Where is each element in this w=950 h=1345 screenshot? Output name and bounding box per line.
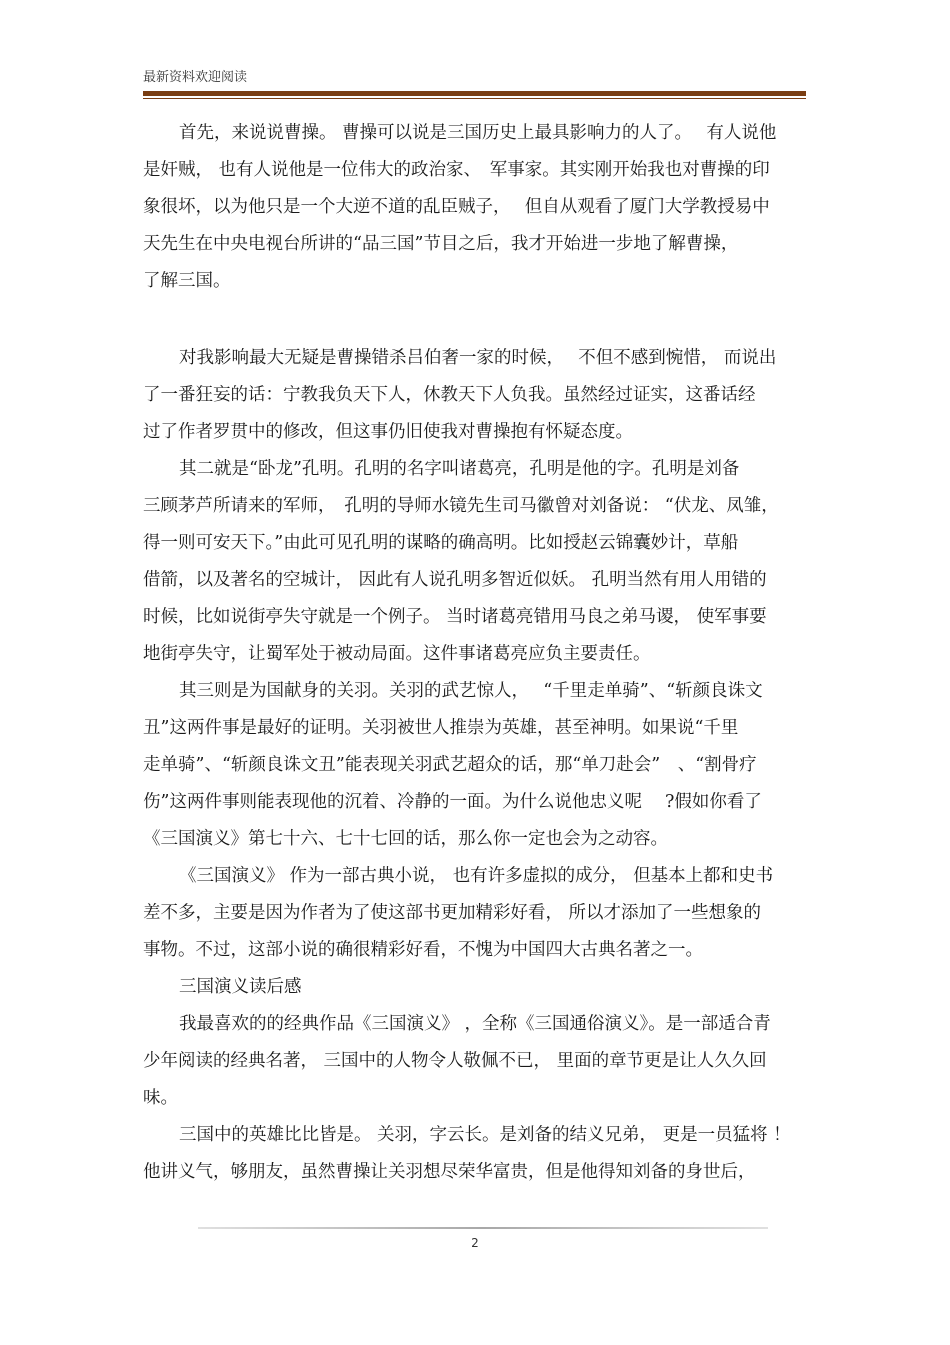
body-text xyxy=(143,115,806,1191)
footer-rule xyxy=(198,1227,768,1229)
text-line: 了解三国。 xyxy=(143,271,231,291)
text-line: 其三则是为国献身的关羽。关羽的武艺惊人， “千里走单骑”、“斩颜良诛文 xyxy=(179,681,763,701)
text-line: 借箭，以及著名的空城计， 因此有人说孔明多智近似妖。 孔明当然有用人用错的 xyxy=(143,570,767,590)
header-rule xyxy=(143,91,806,96)
text-line: 对我影响最大无疑是曹操错杀吕伯奢一家的时候， 不但不感到惋惜， 而说出 xyxy=(179,348,777,368)
text-line: 走单骑”、“斩颜良诛文丑”能表现关羽武艺超众的话，那“单刀赴会” 、“割骨疗 xyxy=(143,755,757,775)
page-number: 2 xyxy=(471,1236,479,1250)
text-line: 味。 xyxy=(143,1088,178,1108)
blank-line xyxy=(143,300,806,340)
text-line: 了一番狂妄的话：宁教我负天下人，休教天下人负我。虽然经过证实，这番话经 xyxy=(143,385,756,405)
page-header: 最新资料欢迎阅读 xyxy=(143,70,248,85)
header-rule-thin xyxy=(143,98,806,99)
text-line: 过了作者罗贯中的修改，但这事仍旧使我对曹操抱有怀疑态度。 xyxy=(143,422,633,442)
text-line: 我最喜欢的的经典作品《三国演义》 ，全称《三国通俗演义》。是一部适合青 xyxy=(179,1014,771,1034)
text-line: 地街亭失守，让蜀军处于被动局面。这件事诸葛亮应负主要责任。 xyxy=(143,644,651,664)
text-line: 《三国演义》第七十六、七十七回的话，那么你一定也会为之动容。 xyxy=(143,829,668,849)
text-line: 少年阅读的经典名著， 三国中的人物令人敬佩不已， 里面的章节更是让人久久回 xyxy=(143,1051,767,1071)
text-line: 首先，来说说曹操。 曹操可以说是三国历史上最具影响力的人了。 有人说他 xyxy=(179,123,777,143)
text-line: 《三国演义》 作为一部古典小说， 也有许多虚拟的成分， 但基本上都和史书 xyxy=(179,866,774,886)
text-line: 丑”这两件事是最好的证明。关羽被世人推崇为英雄，甚至神明。如果说“千里 xyxy=(143,718,739,738)
text-line: 其二就是“卧龙”孔明。孔明的名字叫诸葛亮，孔明是他的字。孔明是刘备 xyxy=(179,459,740,479)
text-line: 他讲义气，够朋友，虽然曹操让关羽想尽荣华富贵，但是他得知刘备的身世后， xyxy=(143,1162,756,1182)
text-line: 事物。不过，这部小说的确很精彩好看，不愧为中国四大古典名著之一。 xyxy=(143,940,703,960)
text-line: 天先生在中央电视台所讲的“品三国”节目之后，我才开始进一步地了解曹操， xyxy=(143,234,739,254)
text-line: 差不多，主要是因为作者为了使这部书更加精彩好看， 所以才添加了一些想象的 xyxy=(143,903,762,923)
section-title: 三国演义读后感 xyxy=(179,977,302,997)
text-line: 时候，比如说街亭失守就是一个例子。 当时诸葛亮错用马良之弟马谡， 使军事要 xyxy=(143,607,767,627)
text-line: 三顾茅芦所请来的军师， 孔明的导师水镜先生司马徽曾对刘备说： “伏龙、凤雏， xyxy=(143,496,779,516)
text-line: 象很坏，以为他只是一个大逆不道的乱臣贼子， 但自从观看了厦门大学教授易中 xyxy=(143,197,770,217)
text-line: 三国中的英雄比比皆是。 关羽，字云长。是刘备的结义兄弟， 更是一员猛将 ！ xyxy=(179,1125,791,1145)
text-line: 伤”这两件事则能表现他的沉着、冷静的一面。为什么说他忠义呢 ?假如你看了 xyxy=(143,792,762,812)
text-line: 得一则可安天下。”由此可见孔明的谋略的确高明。比如授赵云锦囊妙计，草船 xyxy=(143,533,739,553)
text-line: 是奸贼， 也有人说他是一位伟大的政治家、 军事家。其实刚开始我也对曹操的印 xyxy=(143,160,770,180)
